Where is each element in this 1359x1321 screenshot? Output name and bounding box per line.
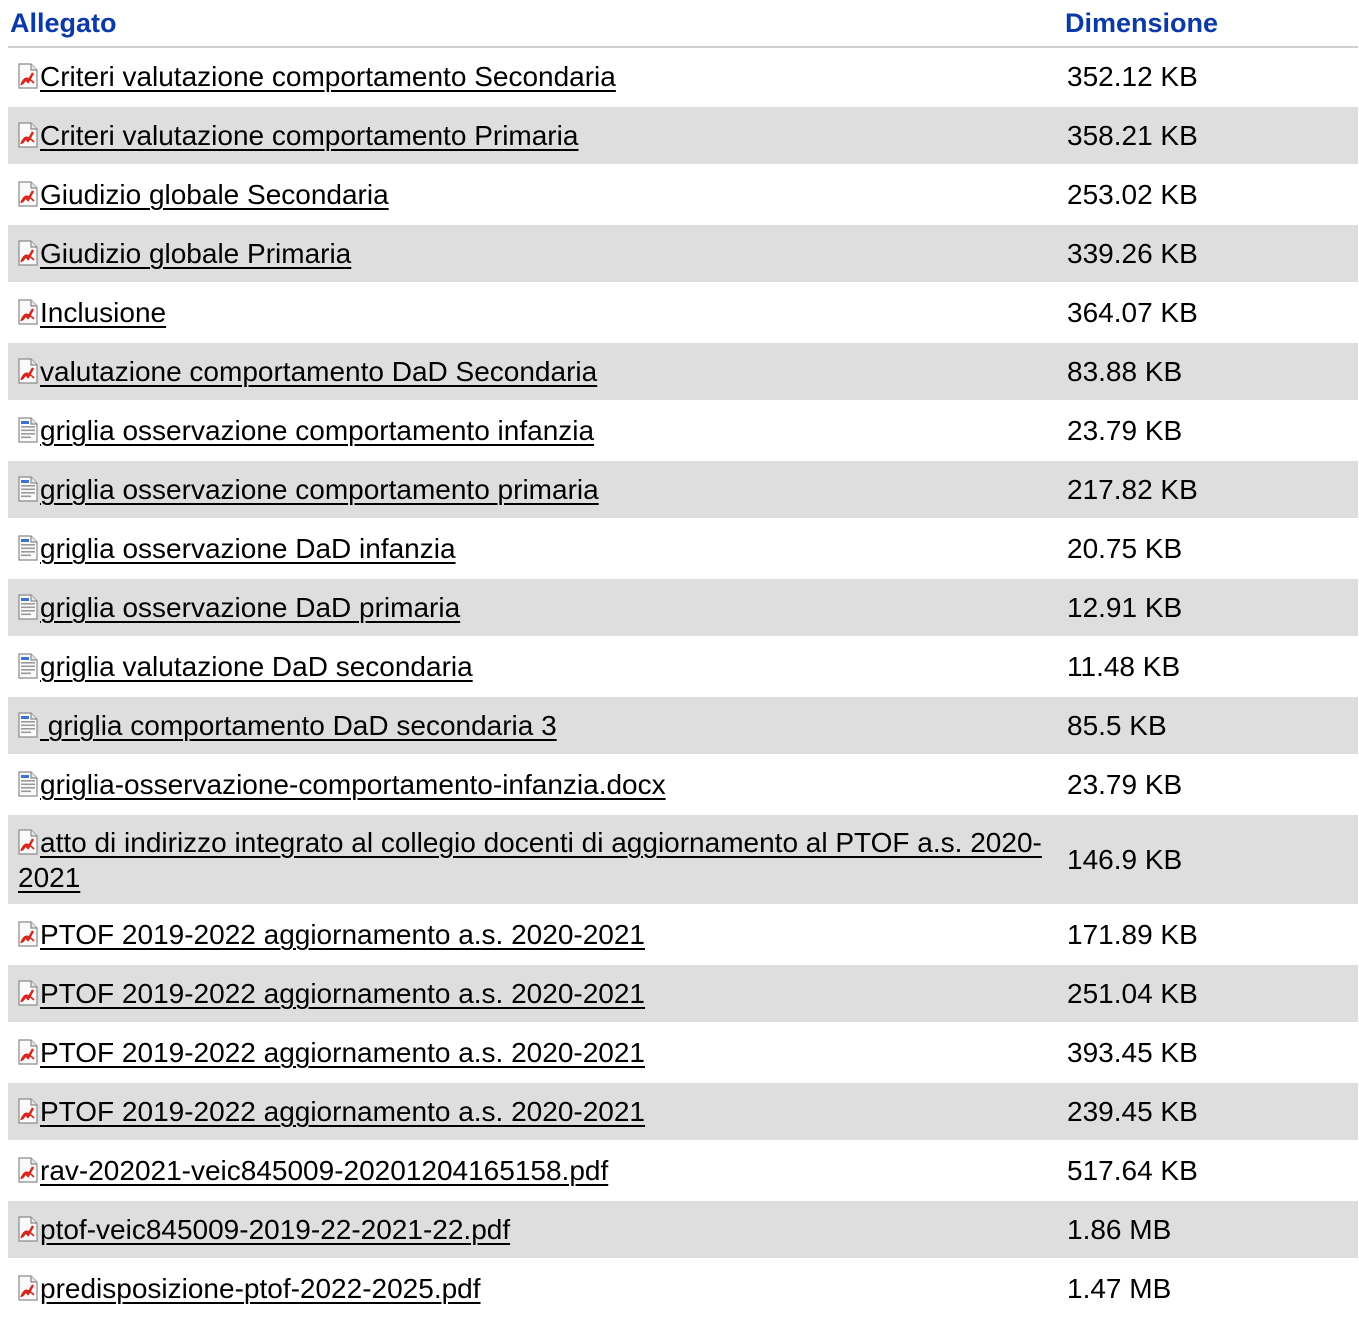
attachment-link[interactable] [18,1273,481,1304]
attachment-name-cell [8,964,1055,1023]
attachment-name-cell [8,519,1055,578]
table-row [8,578,1358,637]
pdf-icon [18,1039,38,1065]
attachment-name-cell [8,224,1055,283]
attachment-size: 239.45 KB [1055,1082,1358,1141]
attachment-name: griglia osservazione comportamento primaria [40,474,599,505]
attachment-size: 393.45 KB [1055,1023,1358,1082]
attachment-size: 364.07 KB [1055,283,1358,342]
table-row [8,1200,1358,1259]
table-row [8,47,1358,106]
attachment-link[interactable] [18,1037,645,1068]
table-row [8,519,1358,578]
attachment-link[interactable] [18,533,456,564]
attachment-name: griglia osservazione DaD infanzia [40,533,456,564]
attachment-name: valutazione comportamento DaD Secondaria [40,356,598,387]
attachment-name: PTOF 2019-2022 aggiornamento a.s. 2020-2021 [40,1037,646,1068]
table-row [8,460,1358,519]
attachment-link[interactable] [18,1214,510,1245]
attachment-name: Criteri valutazione comportamento Primaria [40,120,579,151]
attachment-size: 23.79 KB [1055,755,1358,814]
attachment-name: griglia comportamento DaD secondaria 3 [40,710,557,741]
attachment-size: 339.26 KB [1055,224,1358,283]
table-row [8,814,1358,905]
attachment-size: 1.86 MB [1055,1200,1358,1259]
attachment-name: griglia osservazione DaD primaria [40,592,461,623]
attachment-size: 83.88 KB [1055,342,1358,401]
attachment-link[interactable] [18,827,1042,893]
attachment-name-cell [8,814,1055,905]
attachment-name: griglia osservazione comportamento infanzia [40,415,595,446]
attachment-size: 12.91 KB [1055,578,1358,637]
attachment-size: 23.79 KB [1055,401,1358,460]
doc-icon [18,653,38,679]
doc-icon [18,535,38,561]
column-header-attachment: Allegato [8,0,1055,47]
attachment-name-cell [8,637,1055,696]
table-row [8,755,1358,814]
attachment-name: griglia-osservazione-comportamento-infanzia.docx [40,769,666,800]
attachments-table [8,0,1358,1319]
attachment-size: 352.12 KB [1055,47,1358,106]
table-row [8,401,1358,460]
attachment-link[interactable] [18,978,645,1009]
attachment-link[interactable] [18,474,599,505]
attachment-link[interactable] [18,238,351,269]
table-row [8,964,1358,1023]
attachment-link[interactable] [18,1155,608,1186]
table-row [8,165,1358,224]
table-row [8,342,1358,401]
table-row [8,1259,1358,1318]
pdf-icon [18,921,38,947]
attachment-name: PTOF 2019-2022 aggiornamento a.s. 2020-2021 [40,1096,646,1127]
attachment-link[interactable] [18,120,578,151]
attachment-link[interactable] [18,179,389,210]
attachment-size: 253.02 KB [1055,165,1358,224]
attachment-name: predisposizione-ptof-2022-2025.pdf [40,1273,481,1304]
pdf-icon [18,829,38,855]
attachment-name: rav-202021-veic845009-20201204165158.pdf [40,1155,609,1186]
table-row [8,696,1358,755]
attachment-name-cell [8,1200,1055,1259]
attachment-name: PTOF 2019-2022 aggiornamento a.s. 2020-2021 [40,919,646,950]
doc-icon [18,771,38,797]
pdf-icon [18,980,38,1006]
pdf-icon [18,299,38,325]
attachment-link[interactable] [18,297,166,328]
attachment-link[interactable] [18,61,616,92]
doc-icon [18,712,38,738]
attachment-size: 146.9 KB [1055,814,1358,905]
attachment-size: 217.82 KB [1055,460,1358,519]
attachment-name-cell [8,283,1055,342]
attachment-name-cell [8,755,1055,814]
doc-icon [18,594,38,620]
attachment-name-cell [8,1141,1055,1200]
table-row [8,1082,1358,1141]
attachment-link[interactable] [18,919,645,950]
table-row [8,224,1358,283]
attachment-name-cell [8,1082,1055,1141]
attachment-size: 171.89 KB [1055,905,1358,964]
attachment-name-cell [8,47,1055,106]
table-row [8,1023,1358,1082]
attachment-name-cell [8,342,1055,401]
pdf-icon [18,1216,38,1242]
pdf-icon [18,63,38,89]
attachment-name-cell [8,578,1055,637]
attachment-link[interactable] [18,592,460,623]
pdf-icon [18,240,38,266]
attachment-name-cell [8,1023,1055,1082]
table-row [8,905,1358,964]
attachment-size: 251.04 KB [1055,964,1358,1023]
doc-icon [18,476,38,502]
pdf-icon [18,1098,38,1124]
attachment-name: atto di indirizzo integrato al collegio docenti di aggiornamento al PTOF a.s. 2020-2021 [18,826,1042,893]
attachment-link[interactable] [18,1096,645,1127]
attachment-link[interactable] [18,651,473,682]
attachment-name-cell [8,106,1055,165]
attachment-name: Giudizio globale Primaria [40,238,352,269]
attachment-link[interactable] [18,710,557,741]
attachment-name-cell [8,1259,1055,1318]
attachment-size: 11.48 KB [1055,637,1358,696]
attachments-list [8,47,1358,1318]
attachment-name: griglia valutazione DaD secondaria [40,651,473,682]
pdf-icon [18,181,38,207]
attachment-name: Inclusione [40,297,167,328]
attachment-name-cell [8,905,1055,964]
table-row [8,106,1358,165]
attachment-size: 517.64 KB [1055,1141,1358,1200]
pdf-icon [18,358,38,384]
attachment-name-cell [8,460,1055,519]
attachment-link[interactable] [18,356,597,387]
attachment-name: Giudizio globale Secondaria [40,179,389,210]
table-row [8,283,1358,342]
attachment-name-cell [8,401,1055,460]
attachment-link[interactable] [18,769,666,800]
attachment-name: PTOF 2019-2022 aggiornamento a.s. 2020-2021 [40,978,646,1009]
pdf-icon [18,1275,38,1301]
pdf-icon [18,122,38,148]
attachment-size: 20.75 KB [1055,519,1358,578]
column-header-size: Dimensione [1055,0,1358,47]
attachment-size: 1.47 MB [1055,1259,1358,1318]
attachment-name: ptof-veic845009-2019-22-2021-22.pdf [40,1214,511,1245]
attachment-name: Criteri valutazione comportamento Secondaria [40,61,616,92]
attachment-size: 358.21 KB [1055,106,1358,165]
table-row [8,637,1358,696]
attachment-link[interactable] [18,415,594,446]
table-row [8,1141,1358,1200]
pdf-icon [18,1157,38,1183]
attachment-name-cell [8,696,1055,755]
attachment-name-cell [8,165,1055,224]
table-header-row [8,0,1358,47]
doc-icon [18,417,38,443]
attachment-size: 85.5 KB [1055,696,1358,755]
